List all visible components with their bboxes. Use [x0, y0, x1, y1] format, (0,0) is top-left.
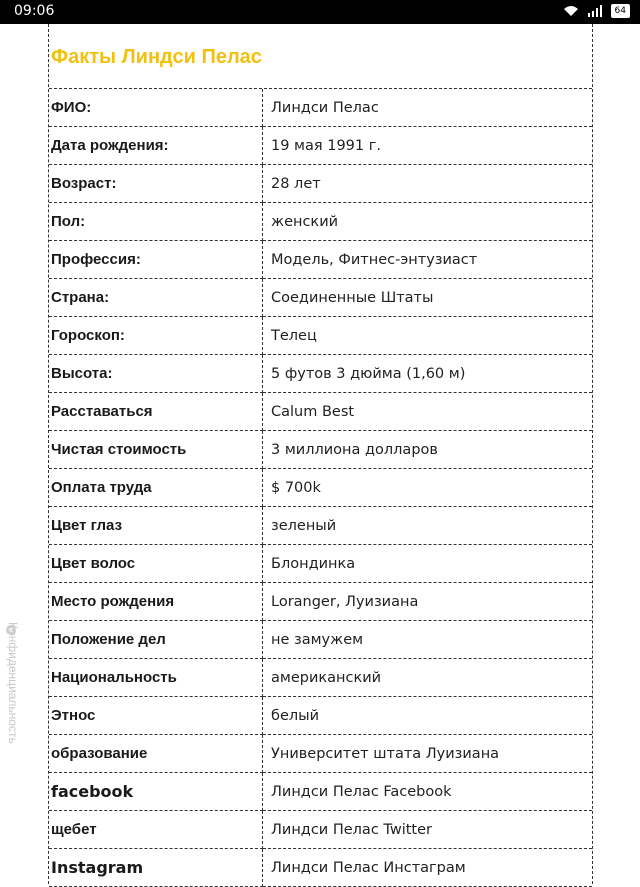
facts-key: Цвет волос — [49, 545, 263, 583]
facts-row — [49, 621, 592, 659]
facts-key: Возраст: — [49, 165, 263, 203]
status-icons — [563, 4, 630, 18]
facts-key: Место рождения — [49, 583, 263, 621]
facts-key: facebook — [49, 773, 263, 811]
facts-key: Оплата труда — [49, 469, 263, 507]
facts-row — [49, 431, 592, 469]
facts-row — [49, 241, 592, 279]
signal-icon — [587, 4, 603, 18]
facts-row — [49, 127, 592, 165]
facts-key: Высота: — [49, 355, 263, 393]
facts-row — [49, 317, 592, 355]
facts-row — [49, 659, 592, 697]
facts-value: женский — [263, 203, 593, 241]
status-time: 09:06 — [14, 3, 55, 19]
facts-value: Блондинка — [263, 545, 593, 583]
facts-row — [49, 811, 592, 849]
facts-key: Расставаться — [49, 393, 263, 431]
facts-row — [49, 545, 592, 583]
facts-row — [49, 849, 592, 887]
facts-key: Гороскоп: — [49, 317, 263, 355]
status-bar — [0, 0, 640, 24]
facts-value: Линдси Пелас — [263, 89, 593, 127]
facts-row — [49, 735, 592, 773]
facts-value: 28 лет — [263, 165, 593, 203]
facts-value: Линдси Пелас Twitter — [263, 811, 593, 849]
facts-row — [49, 355, 592, 393]
facts-key: Профессия: — [49, 241, 263, 279]
privacy-badge[interactable]: Конфиденциальность — [6, 622, 20, 744]
facts-key: Страна: — [49, 279, 263, 317]
facts-value: Телец — [263, 317, 593, 355]
facts-key: Цвет глаз — [49, 507, 263, 545]
battery-icon: 64 — [611, 4, 630, 18]
facts-value: 3 миллиона долларов — [263, 431, 593, 469]
facts-row — [49, 773, 592, 811]
facts-value: американский — [263, 659, 593, 697]
facts-value: Линдси Пелас Инстаграм — [263, 849, 593, 887]
facts-row — [49, 469, 592, 507]
facts-row — [49, 165, 592, 203]
facts-key: Положение дел — [49, 621, 263, 659]
facts-row — [49, 89, 592, 127]
facts-card — [48, 24, 593, 884]
facts-key: Пол: — [49, 203, 263, 241]
facts-key: Чистая стоимость — [49, 431, 263, 469]
wifi-icon — [563, 4, 579, 18]
facts-value: зеленый — [263, 507, 593, 545]
facts-row — [49, 583, 592, 621]
facts-row — [49, 507, 592, 545]
facts-value: Модель, Фитнес-энтузиаст — [263, 241, 593, 279]
facts-value: $ 700k — [263, 469, 593, 507]
facts-row — [49, 279, 592, 317]
facts-key: Этнос — [49, 697, 263, 735]
facts-value: Линдси Пелас Facebook — [263, 773, 593, 811]
facts-title: Факты Линдси Пелас — [51, 46, 262, 68]
facts-title-row — [49, 24, 592, 89]
facts-value: 19 мая 1991 г. — [263, 127, 593, 165]
facts-table — [49, 89, 592, 887]
facts-value: Соединенные Штаты — [263, 279, 593, 317]
facts-value: Loranger, Луизиана — [263, 583, 593, 621]
facts-key: Instagram — [49, 849, 263, 887]
facts-value: Университет штата Луизиана — [263, 735, 593, 773]
facts-key: Национальность — [49, 659, 263, 697]
facts-value: белый — [263, 697, 593, 735]
facts-row — [49, 697, 592, 735]
facts-value: не замужем — [263, 621, 593, 659]
facts-value: Calum Best — [263, 393, 593, 431]
facts-row — [49, 393, 592, 431]
facts-key: образование — [49, 735, 263, 773]
facts-value: 5 футов 3 дюйма (1,60 м) — [263, 355, 593, 393]
facts-row — [49, 203, 592, 241]
facts-key: щебет — [49, 811, 263, 849]
facts-key: Дата рождения: — [49, 127, 263, 165]
facts-key: ФИО: — [49, 89, 263, 127]
